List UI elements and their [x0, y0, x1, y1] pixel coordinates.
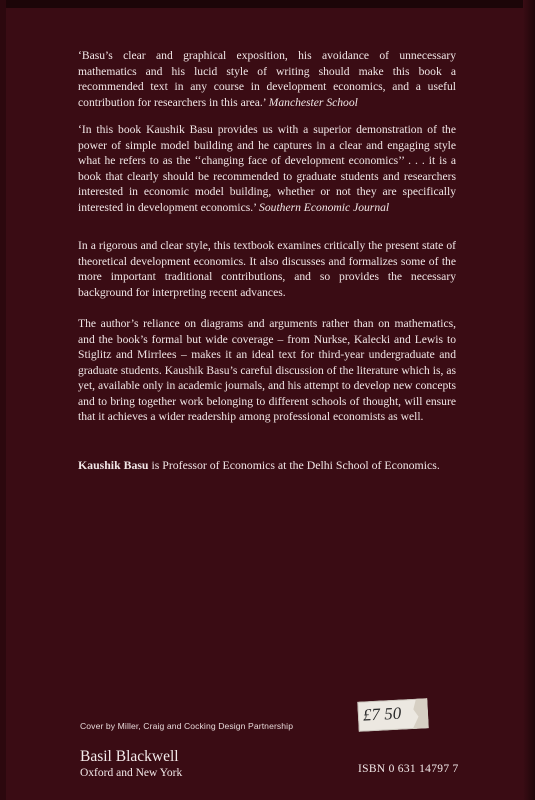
- description-paragraph-1-text: In a rigorous and clear style, this textbook examines critically the present state of theoretical development economics. It also discusses and formalizes some of the more important traditional contributions, and so provides the necessary background for interpreting recent advances.: [78, 239, 456, 299]
- review-quote-1: [78, 48, 456, 110]
- review-quote-2: [78, 122, 456, 215]
- author-name: Kaushik Basu: [78, 458, 149, 472]
- description-paragraph-1: [78, 238, 456, 300]
- review-quote-2-text: ‘In this book Kaushik Basu provides us with a superior demonstration of the power of simple model building and he captures in a clear and engaging style what he refers to as the ‘‘changing face of development economics’’ . . . it is a book that clearly should be recommended to graduate students and researchers interested in economic model building, whether or not they are specifically interested in development economics.’: [78, 123, 456, 214]
- cover-design-credit: Cover by Miller, Craig and Cocking Design Partnership: [80, 721, 294, 731]
- scan-edge-top: [0, 0, 535, 8]
- publisher-imprint: [80, 748, 182, 781]
- publisher-place: Oxford and New York: [80, 767, 183, 779]
- description-paragraph-2-text: The author’s reliance on diagrams and arguments rather than on mathematics, and the book’s formal but wide coverage – from Nurkse, Kalecki and Lewis to Stiglitz and Mirrlees – makes it an ideal text for third-year undergraduate and graduate students. Kaushik Basu’s careful discussion of the literature which is, as yet, available only in academic journals, and his attempt to develop new concepts and to bring together work belonging to different schools of thought, will ensure that it achieves a wider readership among professional economists as well.: [78, 317, 456, 423]
- publisher-name: Basil Blackwell: [80, 748, 179, 765]
- review-quote-2-source: Southern Economic Journal: [259, 200, 390, 214]
- sticker-torn-corner: [411, 698, 429, 729]
- author-bio-text: is Professor of Economics at the Delhi School of Economics.: [148, 458, 440, 472]
- scan-edge-left: [0, 0, 6, 800]
- description-paragraph-2: [78, 316, 456, 425]
- review-quote-1-source: Manchester School: [268, 95, 358, 109]
- price-sticker: [357, 698, 428, 732]
- isbn: ISBN 0 631 14797 7: [358, 763, 459, 775]
- author-bio: [78, 458, 468, 473]
- scan-edge-right: [523, 0, 535, 800]
- price-sticker-text: £7 50: [362, 703, 402, 725]
- review-quote-1-text: ‘Basu’s clear and graphical exposition, his avoidance of unnecessary mathematics and his lucid style of writing should make this book a recommended text in any course in development economics, and a useful contribution for researchers in this area.’: [78, 49, 456, 109]
